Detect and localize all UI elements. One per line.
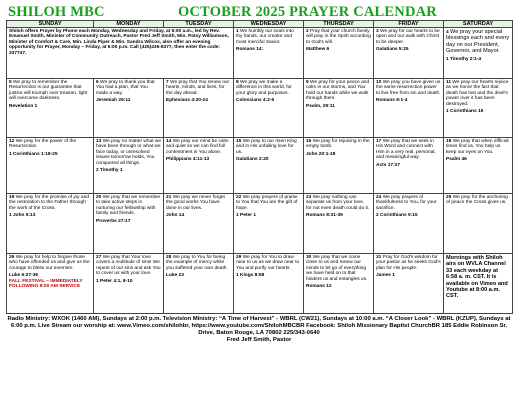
day-scripture: Philippians 4:11-13 [166,157,210,163]
fall-festival-notice: FALL FESTIVAL – IMMEDIATELY FOLLOWING 8:00 AM SERVICE [9,278,83,290]
day-prayer: We pray for the anchoring of peace the Cross gives us. [446,195,508,206]
day-number: 31 [376,255,382,260]
day-prayer: We pray for your peace and calm in our storms, and You hold our hands while we walk through them. [306,80,370,102]
day-prayer: We pray we make a difference in this world, for your glory and purposes. [236,80,292,96]
day-scripture: Colossians 4:2-6 [236,98,275,104]
week-row-2 [7,79,513,138]
day-prayer: We pray for our hearts to be open and our walk with Christ to be deeper. [376,29,440,45]
day-prayer: We pray to our risen King and in His unfailing love for us. [236,139,297,155]
day-prayer: We pray to thank you that You had a plan, that You made a way. [96,80,155,96]
day-prayer: We pray your special blessings each and every day on our President, Governor, and Mayor. [446,29,510,55]
day-number: 11 [446,80,452,85]
day-number: 15 [236,139,242,144]
day-number: 14 [166,139,172,144]
day-number: 18 [446,139,452,144]
day-cell [444,194,513,254]
day-scripture: 1 Corinthians 1:18-25 [9,151,58,157]
day-cell [304,79,374,138]
day-prayer: We pray prayers of thankfulness to You, for your sacrifice. [376,195,437,211]
day-scripture: Proverbs 27:17 [96,218,131,224]
day-prayer: We pray our hearts rejoice as we honor the fact that death has lost and the devil's power over it has been destroyed. [446,80,509,107]
day-cell [94,194,164,254]
day-prayer: We pray to You for being the example of mercy while you suffered your own death. [166,255,228,271]
day-prayer: We pray our mind be calm and quiet so we can find full contentment in You alone. [166,139,229,155]
day-cell [444,28,513,79]
day-cell [304,194,374,254]
day-number: 25 [446,195,452,200]
day-prayer: We pray you have given us the same resurrection power to live free from sin and death. [376,80,441,96]
mornings-with-shiloh-text: Mornings with Shiloh airs on WVLA Channel 33 each weekday at 6:58 a. m. CST. It is available on Vimeo and Youtube at 8:00 a.m. CST. [446,255,508,300]
mornings-with-shiloh-cell [444,254,513,314]
day-scripture: Acts 17:27 [376,162,400,168]
day-cell [374,79,444,138]
day-scripture: Romans 8:31-39 [306,213,343,219]
day-prayer: We pray nothing can separate us from your love, for not even death could do it. [306,195,370,211]
day-prayer: We pray that Your love covers a multitude of sins! We repent of our sins and ask You to cover us with your love. [96,255,161,277]
calendar-footer [6,314,512,344]
day-scripture: Romans 6:1-4 [376,98,408,104]
day-prayer: We pray prayers of praise to You that You are the gift of hope. [236,195,298,211]
day-cell [94,138,164,194]
day-scripture: 1 Peter 1 [236,213,257,219]
day-number: 3 [376,29,379,34]
day-prayer: We pray no matter what we have been through or what we face today, or unresolved issues tomorrow holds, You conquered all things. [96,139,161,166]
day-prayer: We pray for the power of the Resurrection. [9,139,77,150]
calendar-title: OCTOBER 2025 PRAYER CALENDAR [178,4,437,20]
day-header-friday: FRIDAY [374,21,444,28]
day-scripture: 1 Timothy 2:1-4 [446,56,482,62]
day-scripture: Revelation 1 [9,103,38,109]
day-number: 13 [96,139,102,144]
day-scripture: 1 Peter 4:1, 8-10 [96,278,133,284]
day-scripture: Jeremiah 29:11 [96,98,131,104]
day-prayer: We pray for rejoicing in the empty tomb. [306,139,370,150]
day-cell [164,79,234,138]
day-number: 5 [9,80,12,85]
day-number: 24 [376,195,382,200]
calendar-grid [6,20,513,314]
day-prayer: We pray for help to forgive those who have offended us and give us the courage to bless our enemies. [9,255,90,271]
day-number: 2 [306,29,309,34]
day-cell [304,28,374,79]
day-scripture: Galatians 2:20 [236,157,269,163]
day-number: 10 [376,80,382,85]
day-prayer: Pray that your church family will pray in the Spirit according to God's will. [306,29,371,45]
day-cell [7,194,94,254]
day-scripture: Psalm, 29:11 [306,103,335,109]
day-cell [234,194,304,254]
day-scripture: 1 Kings 8:58 [236,273,265,279]
calendar-header [6,3,512,20]
day-cell [374,254,444,314]
day-prayer: We humbly our souls into thy hands, our creator and most merciful Savior. [236,29,294,45]
day-cell [94,79,164,138]
prayer-by-phone-text: Shiloh offers Prayer by Phone each Monday, Wednesday and Friday, at 6:00 a.m., led by Rev. Emanuel Smith, Minister of Community Outreach, Pastor Fred Jeff Smith, Min. Patsy Williamson, Minister of Comfort & Care, Min. Linda Piper & Min. Sandra Wilcox, also offer an evening opportunity for Prayer, Monday – Friday, at 6:00 p.m. Call (425)436-8377, then enter the code: 337747. [9,29,229,56]
week-row-5 [7,254,513,314]
day-cell [444,79,513,138]
day-cell [374,138,444,194]
day-cell [234,79,304,138]
day-cell [234,28,304,79]
day-number: 8 [236,80,239,85]
day-number: 30 [306,255,312,260]
day-scripture: John 20:1-18 [306,151,336,157]
day-scripture: 1 John 5:13 [9,213,36,219]
day-prayer: We pray for the promise of joy and the restoration to the Father through the work of the Cross. [9,195,89,211]
prayer-by-phone-notice [7,28,234,79]
day-number: 12 [9,139,15,144]
day-scripture: Romans 12 [306,284,332,290]
day-header-monday: MONDAY [94,21,164,28]
week-row-4 [7,194,513,254]
day-cell [444,138,513,194]
day-prayer: We pray that we seek in His Word and connect with Him in a very real, personal, and meaningful way. [376,139,436,161]
pastor-name: Fred Jeff Smith, Pastor [226,337,292,344]
day-cell [374,28,444,79]
day-number: 26 [9,255,15,260]
day-prayer: We pray we never forget the good works You have done in our lives. [166,195,225,211]
day-number: 4 [446,30,449,35]
day-scripture: Matthew 6 [306,47,330,53]
day-prayer: We pray to remember the Resurrection is our guarantee that justice will triumph over treason, light will overcome darkness. [9,80,88,102]
day-number: 16 [306,139,312,144]
day-cell [7,138,94,194]
day-number: 29 [236,255,242,260]
day-header-thursday: THURSDAY [304,21,374,28]
day-scripture: 1 Corinthians 15 [446,109,484,115]
day-cell [234,138,304,194]
day-header-saturday: SATURDAY [444,21,513,28]
day-number: 17 [376,139,382,144]
day-number: 23 [306,195,312,200]
day-scripture: 2 Timothy 1 [96,168,123,174]
day-scripture: Romans 14: [236,47,264,53]
day-cell [304,138,374,194]
day-prayer: Pray for God's wisdom for your pastor as he seeks God's plan for His people. [376,255,441,271]
day-cell [94,254,164,314]
day-cell [374,194,444,254]
day-scripture: Luke 23 [166,273,184,279]
day-scripture: John 14 [166,213,185,219]
day-number: 20 [96,195,102,200]
day-header-row [7,21,513,28]
day-prayer: We pray for You to draw near to us as we draw near to You and purify our hearts. [236,255,300,271]
day-cell [7,79,94,138]
day-number: 1 [236,29,239,34]
day-cell [304,254,374,314]
day-number: 22 [236,195,242,200]
day-prayer: We pray that we come close to us and renew our minds to let go of everything we have held on to that hinders us and entangles us. [306,255,368,282]
day-number: 19 [9,195,15,200]
day-number: 28 [166,255,172,260]
day-number: 6 [96,80,99,85]
day-cell [164,138,234,194]
day-prayer: We pray that when difficult times find us, You help us keep our eyes on You. [446,139,509,155]
church-name: SHILOH MBC [8,4,105,20]
day-cell [164,254,234,314]
day-scripture: James 1 [376,273,395,279]
day-cell [164,194,234,254]
week-row-3 [7,138,513,194]
day-number: 7 [166,80,169,85]
day-number: 9 [306,80,309,85]
week-row-1 [7,28,513,79]
day-scripture: Galatians 5:25 [376,47,409,53]
day-cell [234,254,304,314]
day-cell [7,254,94,314]
day-header-sunday: SUNDAY [7,21,94,28]
day-scripture: Luke 6:27-36 [9,273,39,279]
day-header-tuesday: TUESDAY [164,21,234,28]
day-number: 27 [96,255,102,260]
day-prayer: We pray that we remember to take active steps in nurturing our fellowship with family and friends. [96,195,161,217]
day-scripture: Ephesians 4:20-24 [166,98,208,104]
ministry-info: Radio Ministry: WXOK (1460 AM), Sundays at 2:00 p.m. Television Ministry: “A Time of Harvest” - WBRL (CW21), Sundays at 10:00 a.m. “A Closer Look” - WBRL (KZUP), Sundays at 6:00 p.m. Live Stream our worship at: www.Vimeo.com/shilohbr, https://www.youtube.com/ShilohMBCBR Facebook: Shiloh Missionary Baptist ChurchBR 185 Eddie Robinson Sr. Drive, Baton Rouge, LA 70802 225/343-0640 [7,316,511,337]
day-scripture: 2 Corinthians 9:15 [376,213,418,219]
day-header-wednesday: WEDNESDAY [234,21,304,28]
day-prayer: We pray that You renew our hearts, minds, and lives, for the day ahead. [166,80,230,96]
day-scripture: Psalm 46 [446,157,467,163]
day-number: 21 [166,195,172,200]
